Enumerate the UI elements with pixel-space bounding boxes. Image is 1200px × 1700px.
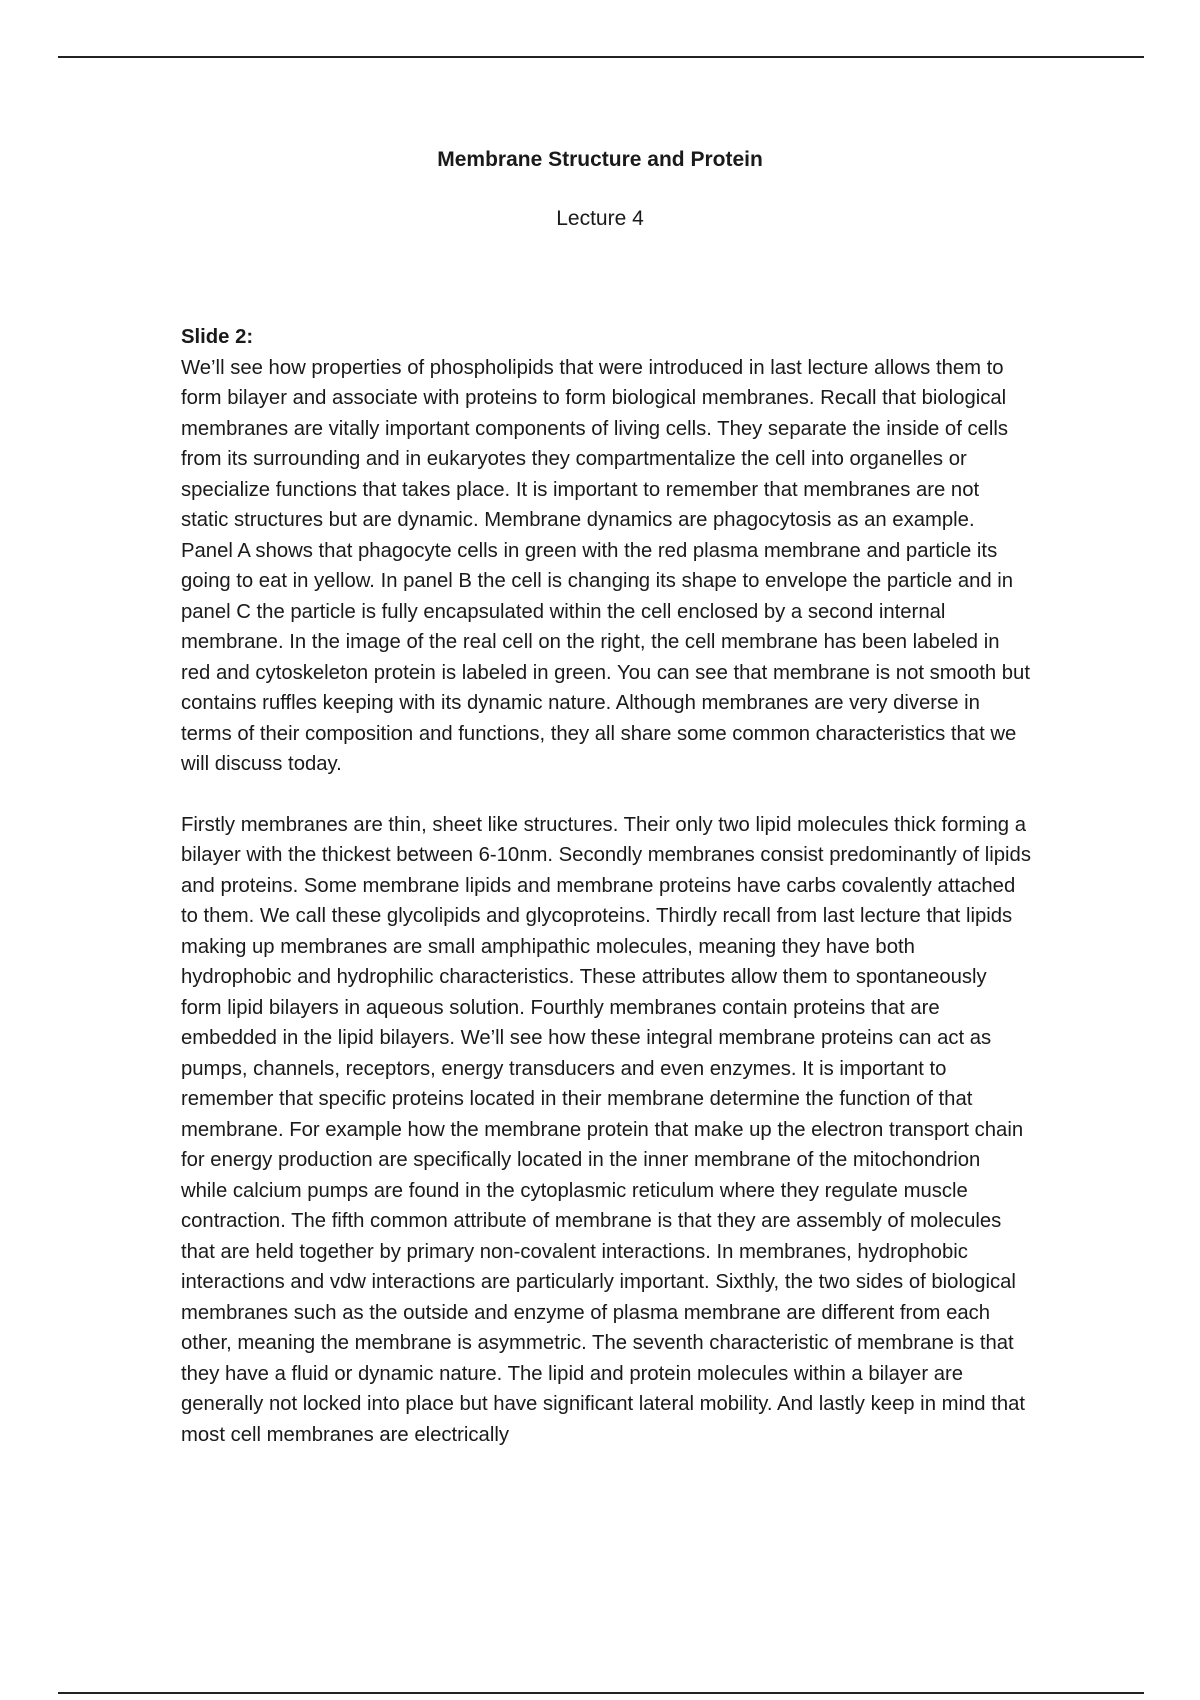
footer-rule — [58, 1692, 1144, 1694]
paragraph: We’ll see how properties of phospholipids that were introduced in last lecture allows them to form bilayer and associate with proteins to form biological membranes. Recall that biological membranes are vitally important components of living cells. They separate the inside of cells from its surrounding and in eukaryotes they compartmentalize the cell into organelles or specialize functions that takes place. It is important to remember that membranes are not static structures but are dynamic. Membrane dynamics are phagocytosis as an example. Panel A shows that phagocyte cells in green with the red plasma membrane and particle its going to eat in yellow. In panel B the cell is changing its shape to envelope the particle and in panel C the particle is fully encapsulated within the cell enclosed by a second internal membrane. In the image of the real cell on the right, the cell membrane has been labeled in red and cytoskeleton protein is labeled in green. You can see that membrane is not smooth but contains ruffles keeping with its dynamic nature. Although membranes are very diverse in terms of their composition and functions, they all share some common characteristics that we will discuss today. — [181, 356, 1030, 775]
paragraph: Firstly membranes are thin, sheet like structures. Their only two lipid molecules thick forming a bilayer with the thickest between 6-10nm. Secondly membranes consist predominantly of lipids and proteins. Some membrane lipids and membrane proteins have carbs covalently attached to them. We call these glycolipids and glycoproteins. Thirdly recall from last lecture that lipids making up membranes are small amphipathic molecules, meaning they have both hydrophobic and hydrophilic characteristics. These attributes allow them to spontaneously form lipid bilayers in aqueous solution. Fourthly membranes contain proteins that are embedded in the lipid bilayers. We’ll see how these integral membrane proteins can act as pumps, channels, receptors, energy transducers and even enzymes. It is important to remember that specific proteins located in their membrane determine the function of that membrane. For example how the membrane protein that make up the electron transport chain for energy production are specifically located in the inner membrane of the mitochondrion while calcium pumps are found in the cytoplasmic reticulum where they regulate muscle contraction. The fifth common attribute of membrane is that they are assembly of molecules that are held together by primary non-covalent interactions. In membranes, hydrophobic interactions and vdw interactions are particularly important. Sixthly, the two sides of biological membranes such as the outside and enzyme of plasma membrane are different from each other, meaning the membrane is asymmetric. The seventh characteristic of membrane is that they have a fluid or dynamic nature. The lipid and protein molecules within a bilayer are generally not locked into place but have significant lateral mobility. And lastly keep in mind that most cell membranes are electrically — [181, 813, 1031, 1446]
document-title: Membrane Structure and Protein — [437, 148, 763, 171]
document-subtitle: Lecture 4 — [556, 207, 644, 230]
section-heading: Slide 2: — [181, 326, 254, 348]
header-rule — [58, 56, 1144, 58]
document-body — [181, 322, 1031, 1450]
